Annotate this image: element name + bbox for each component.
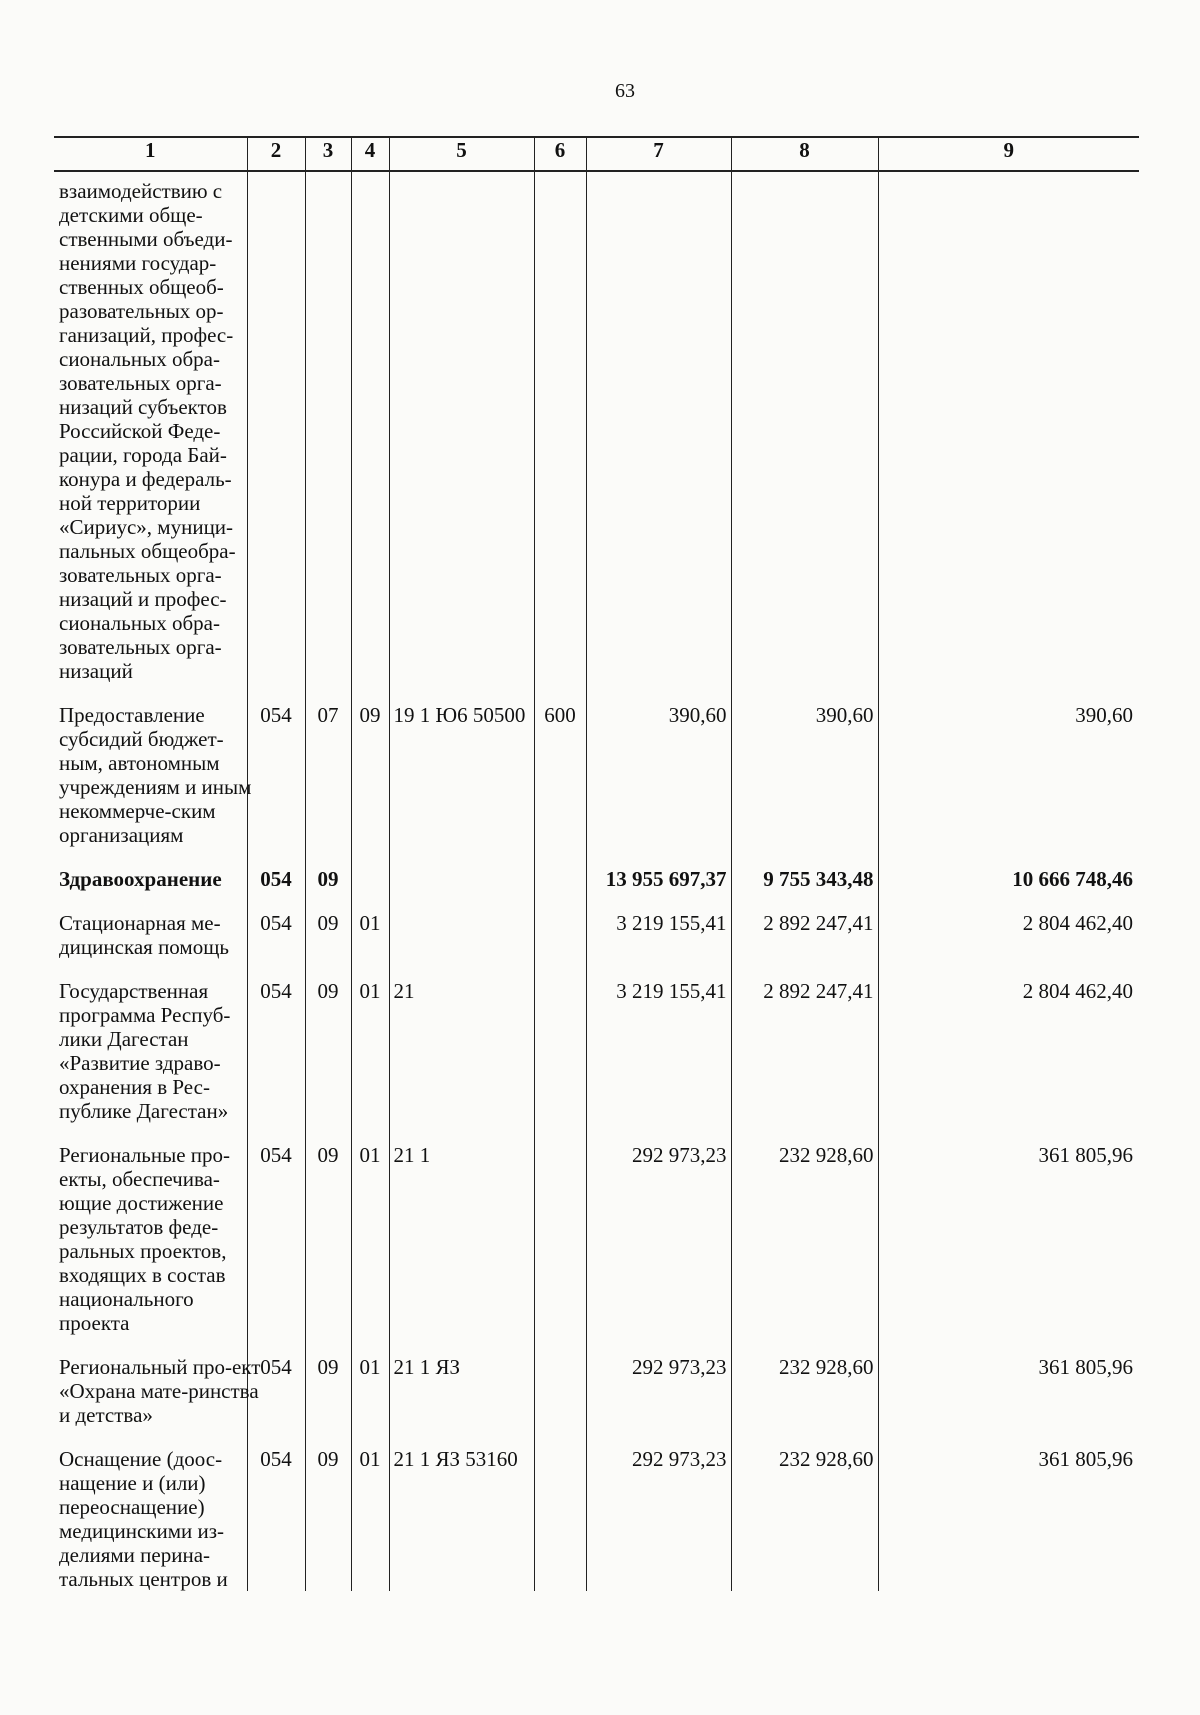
amount-cell-7: 390,60 [586, 703, 731, 867]
table-row [54, 867, 1139, 911]
column-header-8: 8 [731, 137, 878, 171]
code-cell-6 [534, 911, 586, 979]
column-header-6: 6 [534, 137, 586, 171]
code-cell-3: 09 [305, 911, 351, 979]
code-cell-3: 09 [305, 979, 351, 1143]
amount-cell-8: 2 892 247,41 [731, 911, 878, 979]
code-cell-4: 01 [351, 1447, 389, 1591]
amount-cell-9: 2 804 462,40 [878, 979, 1139, 1143]
amount-cell-7: 3 219 155,41 [586, 911, 731, 979]
column-header-7: 7 [586, 137, 731, 171]
column-header-2: 2 [247, 137, 305, 171]
code-cell-2 [247, 171, 305, 703]
column-header-3: 3 [305, 137, 351, 171]
amount-cell-8: 390,60 [731, 703, 878, 867]
amount-cell-9 [878, 171, 1139, 703]
row-name-cell [54, 1447, 247, 1591]
code-cell-5: 21 1 ЯЗ 53160 [389, 1447, 534, 1591]
code-cell-5 [389, 867, 534, 911]
code-cell-2: 054 [247, 867, 305, 911]
amount-cell-8: 2 892 247,41 [731, 979, 878, 1143]
amount-cell-9: 361 805,96 [878, 1355, 1139, 1447]
code-cell-3: 09 [305, 867, 351, 911]
code-cell-6 [534, 171, 586, 703]
amount-cell-9: 10 666 748,46 [878, 867, 1139, 911]
row-name-cell [54, 1355, 261, 1447]
table-row [54, 703, 1139, 867]
amount-cell-9: 361 805,96 [878, 1143, 1139, 1355]
amount-cell-7: 3 219 155,41 [586, 979, 731, 1143]
table-row [54, 979, 1139, 1143]
amount-cell-7: 292 973,23 [586, 1447, 731, 1591]
table-header-row [54, 137, 1139, 171]
amount-cell-7 [586, 171, 731, 703]
column-header-5: 5 [389, 137, 534, 171]
amount-cell-8: 232 928,60 [731, 1355, 878, 1447]
code-cell-6 [534, 1355, 586, 1447]
table-row [54, 1143, 1139, 1355]
row-name: взаимодействию с детскими обще-ственными объеди-нениями государ-ственных общеоб-разовательных ор-ганизаций, профес-сиональных обра-зовательных орга-низаций субъектов Российской Феде-рации, города Бай-конура и федераль-ной территории «Сириус», муници-пальных общеобра-зовательных орга-низаций и профес-сиональных обра-зовательных орга-низаций [59, 179, 236, 683]
code-cell-6 [534, 1143, 586, 1355]
code-cell-4: 01 [351, 1143, 389, 1355]
code-cell-2: 054 [247, 1447, 305, 1591]
code-cell-5 [389, 911, 534, 979]
row-name-cell [54, 867, 247, 911]
row-name: Оснащение (доос-нащение и (или) переоснащение) медицинскими из-делиями перина-тальных центров и [59, 1447, 228, 1591]
row-name-cell [54, 979, 247, 1143]
budget-table [54, 136, 1139, 1591]
amount-cell-7: 13 955 697,37 [586, 867, 731, 911]
table-row [54, 1355, 1139, 1447]
table-row [54, 1447, 1139, 1591]
code-cell-5: 21 1 [389, 1143, 534, 1355]
row-name: Стационарная ме-дицинская помощь [59, 911, 229, 959]
code-cell-5: 19 1 Ю6 50500 [389, 703, 534, 867]
code-cell-2: 054 [247, 1143, 305, 1355]
amount-cell-9: 2 804 462,40 [878, 911, 1139, 979]
amount-cell-9: 361 805,96 [878, 1447, 1139, 1591]
amount-cell-7: 292 973,23 [586, 1355, 731, 1447]
code-cell-5: 21 1 ЯЗ [389, 1355, 534, 1447]
code-cell-3: 09 [305, 1447, 351, 1591]
code-cell-4 [351, 867, 389, 911]
row-name: Государственная программа Респуб-лики Дагестан «Развитие здраво-охранения в Рес-публике Дагестан» [59, 979, 231, 1123]
code-cell-6 [534, 1447, 586, 1591]
code-cell-4 [351, 171, 389, 703]
amount-cell-8: 9 755 343,48 [731, 867, 878, 911]
amount-cell-8: 232 928,60 [731, 1143, 878, 1355]
row-name-cell [54, 911, 247, 979]
code-cell-4: 01 [351, 911, 389, 979]
code-cell-5 [389, 171, 534, 703]
row-name: Региональный про-ект «Охрана мате-ринства и детства» [59, 1355, 261, 1427]
row-name: Предоставление субсидий бюджет-ным, автономным учреждениям и иным некоммерче-ским организациям [59, 703, 252, 847]
code-cell-3 [305, 171, 351, 703]
table-row [54, 911, 1139, 979]
code-cell-5: 21 [389, 979, 534, 1143]
code-cell-4: 09 [351, 703, 389, 867]
amount-cell-8 [731, 171, 878, 703]
code-cell-3: 09 [305, 1355, 351, 1447]
code-cell-6: 600 [534, 703, 586, 867]
amount-cell-9: 390,60 [878, 703, 1139, 867]
row-name: Здравоохранение [59, 867, 222, 891]
code-cell-6 [534, 867, 586, 911]
code-cell-4: 01 [351, 979, 389, 1143]
page-number: 63 [615, 80, 635, 102]
row-name-cell [54, 1143, 247, 1355]
code-cell-3: 07 [305, 703, 351, 867]
code-cell-6 [534, 979, 586, 1143]
amount-cell-7: 292 973,23 [586, 1143, 731, 1355]
code-cell-2: 054 [247, 911, 305, 979]
row-name: Региональные про-екты, обеспечива-ющие достижение результатов феде-ральных проектов, входящих в состав национального проекта [59, 1143, 231, 1335]
amount-cell-8: 232 928,60 [731, 1447, 878, 1591]
column-header-9: 9 [878, 137, 1139, 171]
code-cell-2: 054 [247, 1355, 305, 1447]
code-cell-4: 01 [351, 1355, 389, 1447]
code-cell-3: 09 [305, 1143, 351, 1355]
row-name-cell [54, 171, 247, 703]
row-name-cell [54, 703, 252, 867]
table-row [54, 171, 1139, 703]
column-header-4: 4 [351, 137, 389, 171]
column-header-1: 1 [54, 137, 247, 171]
code-cell-2: 054 [247, 703, 305, 867]
code-cell-2: 054 [247, 979, 305, 1143]
